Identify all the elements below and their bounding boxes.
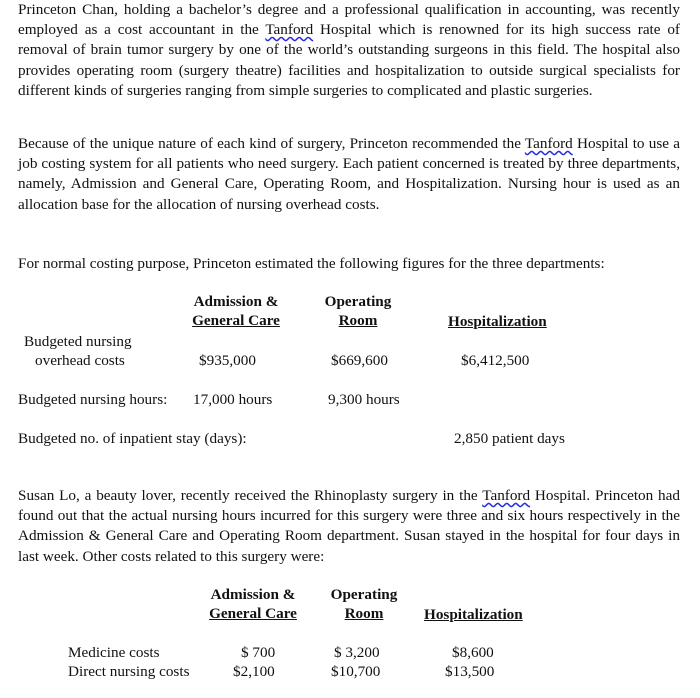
nursing-operating: $10,700 [331, 663, 381, 680]
estimate-intro: For normal costing purpose, Princeton estimated the following figures for the three departments: [18, 255, 605, 272]
operating-header: Operating Room [324, 293, 392, 329]
recommendation-paragraph [18, 134, 680, 215]
hours-label: Budgeted nursing hours: [18, 391, 168, 408]
surgery-text-1: Susan Lo, a beauty lover, recently received the Rhinoplasty surgery in the [18, 487, 483, 504]
stay-value: 2,850 patient days [454, 430, 565, 447]
overhead-operating: $669,600 [331, 352, 388, 369]
hours-operating: 9,300 hours [328, 391, 400, 408]
medicine-operating: $ 3,200 [334, 644, 380, 661]
operating-header: Operating Room [330, 586, 398, 622]
admission-header: Admission & General Care [192, 293, 280, 329]
overhead-label: Budgeted nursing overhead costs [24, 333, 132, 369]
medicine-label: Medicine costs [68, 644, 160, 661]
medicine-hospitalization: $8,600 [452, 644, 494, 661]
intro-paragraph [18, 0, 680, 101]
stay-label: Budgeted no. of inpatient stay (days): [18, 430, 247, 447]
hospital-name: Tanford [524, 135, 573, 152]
intro-text-2: Hospital which is renowned for its high success rate of removal of brain tumor surgery by one of the world’s outstanding surgeons in this field. The hospital also provides operating room (surgery theatre) facilities and hospitalization to outside surgical specialists for different kinds of surgeries ranging from simple surgeries to complicated and plastic surgeries. [18, 21, 680, 99]
surgery-text-2: Hospital. Princeton had found out that the actual nursing hours incurred for this surgery were three and six hours respectively in the Admission & General Care and Operating Room department. Susan stayed in the hospital for four days in last week. Other costs related to this surgery were: [18, 487, 680, 565]
overhead-hospitalization: $6,412,500 [461, 352, 530, 369]
nursing-hospitalization: $13,500 [445, 663, 495, 680]
hours-admission: 17,000 hours [193, 391, 273, 408]
recommendation-text-1: Because of the unique nature of each kind of surgery, Princeton recommended the [18, 135, 525, 152]
nursing-admission: $2,100 [233, 663, 275, 680]
surgery-paragraph [18, 486, 680, 567]
hospitalization-header: Hospitalization [424, 606, 523, 623]
admission-header: Admission & General Care [209, 586, 297, 622]
hospitalization-header: Hospitalization [448, 313, 547, 330]
nursing-label: Direct nursing costs [68, 663, 190, 680]
hospital-name: Tanford [482, 487, 531, 504]
medicine-admission: $ 700 [241, 644, 276, 661]
intro-text-1: Princeton Chan, holding a bachelor’s degree and a professional qualification in accounting, was recently employed as a cost accountant in the [18, 1, 680, 39]
overhead-admission: $935,000 [199, 352, 256, 369]
hospital-name: Tanford [265, 21, 314, 39]
recommendation-text-2: Hospital to use a job costing system for all patients who need surgery. Each patient concerned is treated by three departments, namely, Admission and General Care, Operating Room, and Hospitalization. Nursing hour is used as an allocation base for the allocation of nursing overhead costs. [18, 135, 680, 213]
